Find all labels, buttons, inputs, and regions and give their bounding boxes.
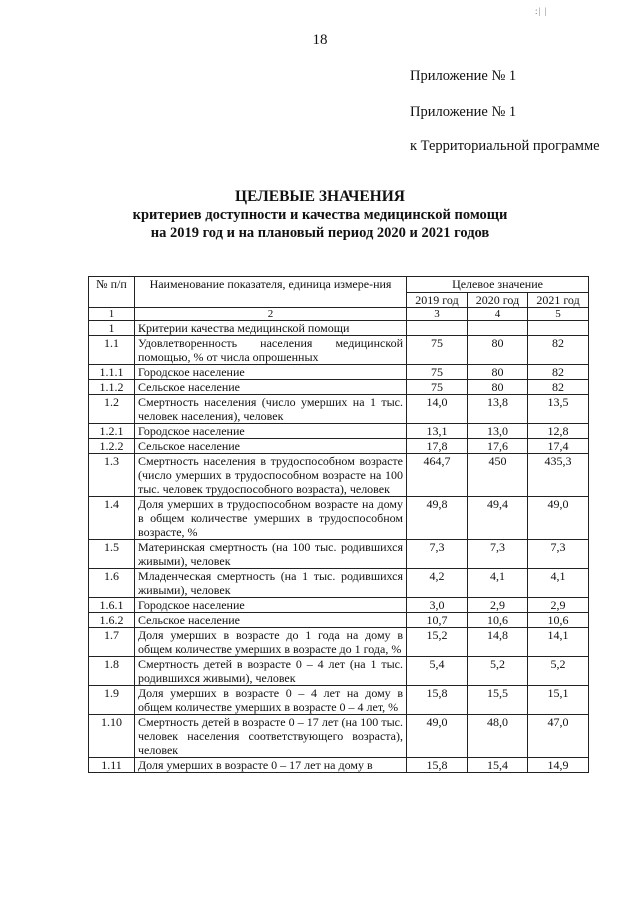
row-number-cell: 1.6.1: [89, 598, 135, 613]
table-row: [89, 628, 589, 657]
table-row: [89, 336, 589, 365]
column-index-row: [89, 308, 589, 321]
indicator-name-cell: Смертность населения в трудоспособном возрасте (число умерших в трудоспособном возрасте на 100 тыс. человек трудоспособного возраста), человек: [135, 454, 407, 497]
row-number-cell: 1.1.1: [89, 365, 135, 380]
row-number-cell: 1.9: [89, 686, 135, 715]
indicator-name-cell: Доля умерших в возрасте до 1 года на дому в общем количестве умерших в возрасте до 1 года, %: [135, 628, 407, 657]
indicator-name-cell: Удовлетворенность населения медицинской помощью, % от числа опрошенных: [135, 336, 407, 365]
value-2019-cell: 15,2: [407, 628, 468, 657]
value-2019-cell: 17,8: [407, 439, 468, 454]
indicator-name-cell: Сельское население: [135, 613, 407, 628]
indicator-name-cell: Материнская смертность (на 100 тыс. родившихся живыми), человек: [135, 540, 407, 569]
value-2020-cell: 17,6: [468, 439, 528, 454]
table-row: [89, 657, 589, 686]
indicator-name-cell: Смертность детей в возрасте 0 – 17 лет (на 100 тыс. человек населения соответствующего возраста), человек: [135, 715, 407, 758]
value-2021-cell: 47,0: [528, 715, 589, 758]
table-row: [89, 497, 589, 540]
table-row: [89, 380, 589, 395]
indicator-name-cell: Доля умерших в возрасте 0 – 17 лет на дому в: [135, 758, 407, 773]
index-cell: 5: [528, 308, 589, 321]
value-2021-cell: 7,3: [528, 540, 589, 569]
value-2019-cell: 13,1: [407, 424, 468, 439]
value-2019-cell: 49,0: [407, 715, 468, 758]
indicator-name-cell: Критерии качества медицинской помощи: [135, 321, 407, 336]
indicator-name-cell: Младенческая смертность (на 1 тыс. родившихся живыми), человек: [135, 569, 407, 598]
value-2021-cell: 5,2: [528, 657, 589, 686]
value-2021-cell: 10,6: [528, 613, 589, 628]
value-2021-cell: 2,9: [528, 598, 589, 613]
table-body: [89, 321, 589, 773]
value-2021-cell: 435,3: [528, 454, 589, 497]
row-number-cell: 1.6.2: [89, 613, 135, 628]
index-cell: 4: [468, 308, 528, 321]
row-number-cell: 1.8: [89, 657, 135, 686]
indicator-name-cell: Доля умерших в трудоспособном возрасте на дому в общем количестве умерших в трудоспособном возрасте, %: [135, 497, 407, 540]
row-number-cell: 1.10: [89, 715, 135, 758]
value-2021-cell: 82: [528, 380, 589, 395]
table-row: [89, 598, 589, 613]
document-subtitle-1: критериев доступности и качества медицинской помощи: [132, 207, 508, 223]
value-2019-cell: 15,8: [407, 686, 468, 715]
value-2020-cell: [468, 321, 528, 336]
value-2019-cell: 75: [407, 380, 468, 395]
table-row: [89, 321, 589, 336]
value-2019-cell: 15,8: [407, 758, 468, 773]
table-row: [89, 439, 589, 454]
table-header-row: [89, 277, 589, 293]
indicator-name-cell: Сельское население: [135, 380, 407, 395]
row-number-cell: 1: [89, 321, 135, 336]
value-2020-cell: 48,0: [468, 715, 528, 758]
table-row: [89, 395, 589, 424]
value-2020-cell: 80: [468, 336, 528, 365]
value-2020-cell: 7,3: [468, 540, 528, 569]
value-2019-cell: 75: [407, 336, 468, 365]
row-number-cell: 1.1: [89, 336, 135, 365]
row-number-cell: 1.1.2: [89, 380, 135, 395]
value-2021-cell: 82: [528, 336, 589, 365]
header-target-value: Целевое значение: [407, 277, 589, 293]
header-num: № п/п: [89, 277, 135, 308]
value-2020-cell: 15,4: [468, 758, 528, 773]
indicator-name-cell: Смертность детей в возрасте 0 – 4 лет (на 1 тыс. родившихся живыми), человек: [135, 657, 407, 686]
document-subtitle-2: на 2019 год и на плановый период 2020 и 2021 годов: [150, 225, 490, 241]
value-2020-cell: 15,5: [468, 686, 528, 715]
indicator-name-cell: Городское население: [135, 365, 407, 380]
indicator-name-cell: Доля умерших в возрасте 0 – 4 лет на дому в общем количестве умерших в возрасте 0 – 4 лет, %: [135, 686, 407, 715]
value-2019-cell: 464,7: [407, 454, 468, 497]
value-2019-cell: 5,4: [407, 657, 468, 686]
table-row: [89, 540, 589, 569]
value-2021-cell: 15,1: [528, 686, 589, 715]
row-number-cell: 1.7: [89, 628, 135, 657]
appendix-program-ref: к Территориальной программе: [410, 138, 600, 154]
table-row: [89, 569, 589, 598]
value-2019-cell: 3,0: [407, 598, 468, 613]
appendix-label-2: Приложение № 1: [410, 104, 517, 120]
row-number-cell: 1.5: [89, 540, 135, 569]
value-2021-cell: [528, 321, 589, 336]
value-2021-cell: 49,0: [528, 497, 589, 540]
row-number-cell: 1.2.2: [89, 439, 135, 454]
value-2020-cell: 5,2: [468, 657, 528, 686]
table-row: [89, 454, 589, 497]
value-2020-cell: 80: [468, 365, 528, 380]
value-2021-cell: 14,9: [528, 758, 589, 773]
scan-marks: :| |: [535, 6, 548, 16]
value-2020-cell: 10,6: [468, 613, 528, 628]
value-2021-cell: 12,8: [528, 424, 589, 439]
indicator-name-cell: Городское население: [135, 598, 407, 613]
header-name: Наименование показателя, единица измере-ния: [135, 277, 407, 308]
table-row: [89, 686, 589, 715]
row-number-cell: 1.3: [89, 454, 135, 497]
value-2019-cell: 49,8: [407, 497, 468, 540]
table-row: [89, 758, 589, 773]
header-2020: 2020 год: [468, 292, 528, 308]
value-2021-cell: 14,1: [528, 628, 589, 657]
index-cell: 3: [407, 308, 468, 321]
index-cell: 1: [89, 308, 135, 321]
table-row: [89, 365, 589, 380]
page-number: 18: [312, 32, 328, 48]
targets-table: [88, 276, 589, 773]
value-2020-cell: 49,4: [468, 497, 528, 540]
value-2020-cell: 13,0: [468, 424, 528, 439]
header-2019: 2019 год: [407, 292, 468, 308]
row-number-cell: 1.4: [89, 497, 135, 540]
value-2021-cell: 82: [528, 365, 589, 380]
value-2019-cell: [407, 321, 468, 336]
value-2020-cell: 80: [468, 380, 528, 395]
value-2019-cell: 14,0: [407, 395, 468, 424]
value-2019-cell: 75: [407, 365, 468, 380]
value-2021-cell: 4,1: [528, 569, 589, 598]
header-2021: 2021 год: [528, 292, 589, 308]
value-2020-cell: 13,8: [468, 395, 528, 424]
indicator-name-cell: Городское население: [135, 424, 407, 439]
value-2019-cell: 4,2: [407, 569, 468, 598]
appendix-label-1: Приложение № 1: [410, 68, 517, 84]
row-number-cell: 1.2.1: [89, 424, 135, 439]
row-number-cell: 1.11: [89, 758, 135, 773]
indicator-name-cell: Смертность населения (число умерших на 1 тыс. человек населения), человек: [135, 395, 407, 424]
document-title: ЦЕЛЕВЫЕ ЗНАЧЕНИЯ: [235, 188, 405, 205]
table-row: [89, 613, 589, 628]
index-cell: 2: [135, 308, 407, 321]
table-row: [89, 424, 589, 439]
value-2020-cell: 14,8: [468, 628, 528, 657]
value-2020-cell: 450: [468, 454, 528, 497]
row-number-cell: 1.6: [89, 569, 135, 598]
value-2021-cell: 17,4: [528, 439, 589, 454]
table-row: [89, 715, 589, 758]
value-2020-cell: 2,9: [468, 598, 528, 613]
indicator-name-cell: Сельское население: [135, 439, 407, 454]
value-2021-cell: 13,5: [528, 395, 589, 424]
value-2019-cell: 10,7: [407, 613, 468, 628]
row-number-cell: 1.2: [89, 395, 135, 424]
value-2020-cell: 4,1: [468, 569, 528, 598]
value-2019-cell: 7,3: [407, 540, 468, 569]
